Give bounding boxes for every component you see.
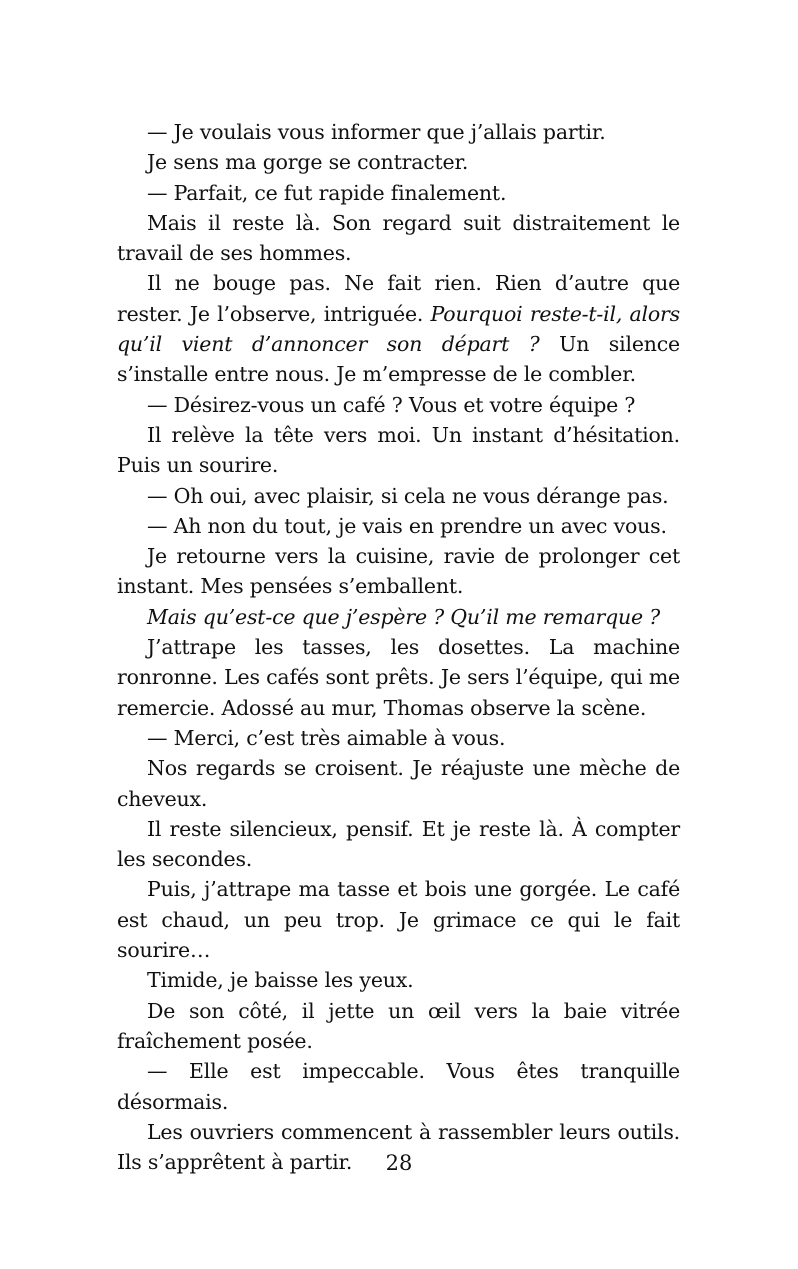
text-segment: Un silence s’installe entre nous. Je m’empresse de le combler. bbox=[117, 332, 680, 387]
text-segment: — Oh oui, avec plaisir, si cela ne vous dérange pas. bbox=[147, 483, 669, 508]
paragraph bbox=[117, 541, 680, 602]
paragraph bbox=[117, 1056, 680, 1117]
paragraph bbox=[117, 208, 680, 269]
text-segment: Mais il reste là. Son regard suit distraitement le travail de ses hommes. bbox=[117, 210, 680, 266]
text-segment: Timide, je baisse les yeux. bbox=[147, 968, 414, 993]
paragraph bbox=[117, 753, 680, 814]
text-segment: Il relève la tête vers moi. Un instant d’hésitation. Puis un sourire. bbox=[117, 422, 680, 478]
text-segment: — Merci, c’est très aimable à vous. bbox=[147, 725, 506, 750]
paragraph bbox=[117, 632, 680, 723]
text-segment: De son côté, il jette un œil vers la baie vitrée fraîchement posée. bbox=[117, 998, 680, 1053]
text-segment: Il reste silencieux, pensif. Et je reste là. À compter les secondes. bbox=[117, 816, 680, 872]
body-text bbox=[117, 117, 680, 1177]
text-segment: — Je voulais vous informer que j’allais partir. bbox=[147, 120, 606, 144]
text-segment: J’attrape les tasses, les dosettes. La machine ronronne. Les cafés sont prêts. Je sers l’équipe, qui me remercie. Adossé au mur, Thomas observe la scène. bbox=[117, 635, 680, 720]
paragraph bbox=[117, 117, 680, 147]
paragraph bbox=[117, 723, 680, 753]
paragraph bbox=[117, 814, 680, 875]
paragraph bbox=[117, 420, 680, 481]
text-segment: Puis, j’attrape ma tasse et bois une gorgée. Le café est chaud, un peu trop. Je grimace ce qui le fait sourire… bbox=[117, 877, 680, 963]
text-segment: Les ouvriers commencent à rassembler leurs outils. Ils s’apprêtent à partir. bbox=[117, 1119, 680, 1175]
text-segment: — Elle est impeccable. Vous êtes tranquille désormais. bbox=[117, 1059, 680, 1114]
text-segment: — Parfait, ce fut rapide finalement. bbox=[147, 180, 507, 205]
italic-text-segment: Mais qu’est-ce que j’espère ? Qu’il me remarque ? bbox=[147, 604, 661, 629]
paragraph bbox=[117, 965, 680, 995]
text-segment: — Ah non du tout, je vais en prendre un avec vous. bbox=[147, 513, 667, 538]
paragraph bbox=[117, 511, 680, 541]
italic-text-segment: Pourquoi reste-t-il, alors qu’il vient d’annoncer son départ ? bbox=[117, 301, 680, 357]
paragraph bbox=[117, 996, 680, 1057]
paragraph bbox=[117, 390, 680, 420]
text-segment: — Désirez-vous un café ? Vous et votre équipe ? bbox=[147, 392, 636, 417]
paragraph bbox=[117, 178, 680, 208]
text-segment: Je sens ma gorge se contracter. bbox=[147, 150, 469, 175]
text-segment: Il ne bouge pas. Ne fait rien. Rien d’autre que rester. Je l’observe, intriguée. bbox=[117, 271, 680, 326]
text-segment: Je retourne vers la cuisine, ravie de prolonger cet instant. Mes pensées s’emballent. bbox=[117, 544, 680, 599]
page-number: 28 bbox=[385, 1151, 413, 1175]
paragraph bbox=[117, 147, 680, 177]
paragraph bbox=[117, 874, 680, 965]
paragraph bbox=[117, 602, 680, 632]
paragraph bbox=[117, 268, 680, 389]
paragraph bbox=[117, 481, 680, 511]
text-segment: Nos regards se croisent. Je réajuste une mèche de cheveux. bbox=[117, 756, 680, 811]
